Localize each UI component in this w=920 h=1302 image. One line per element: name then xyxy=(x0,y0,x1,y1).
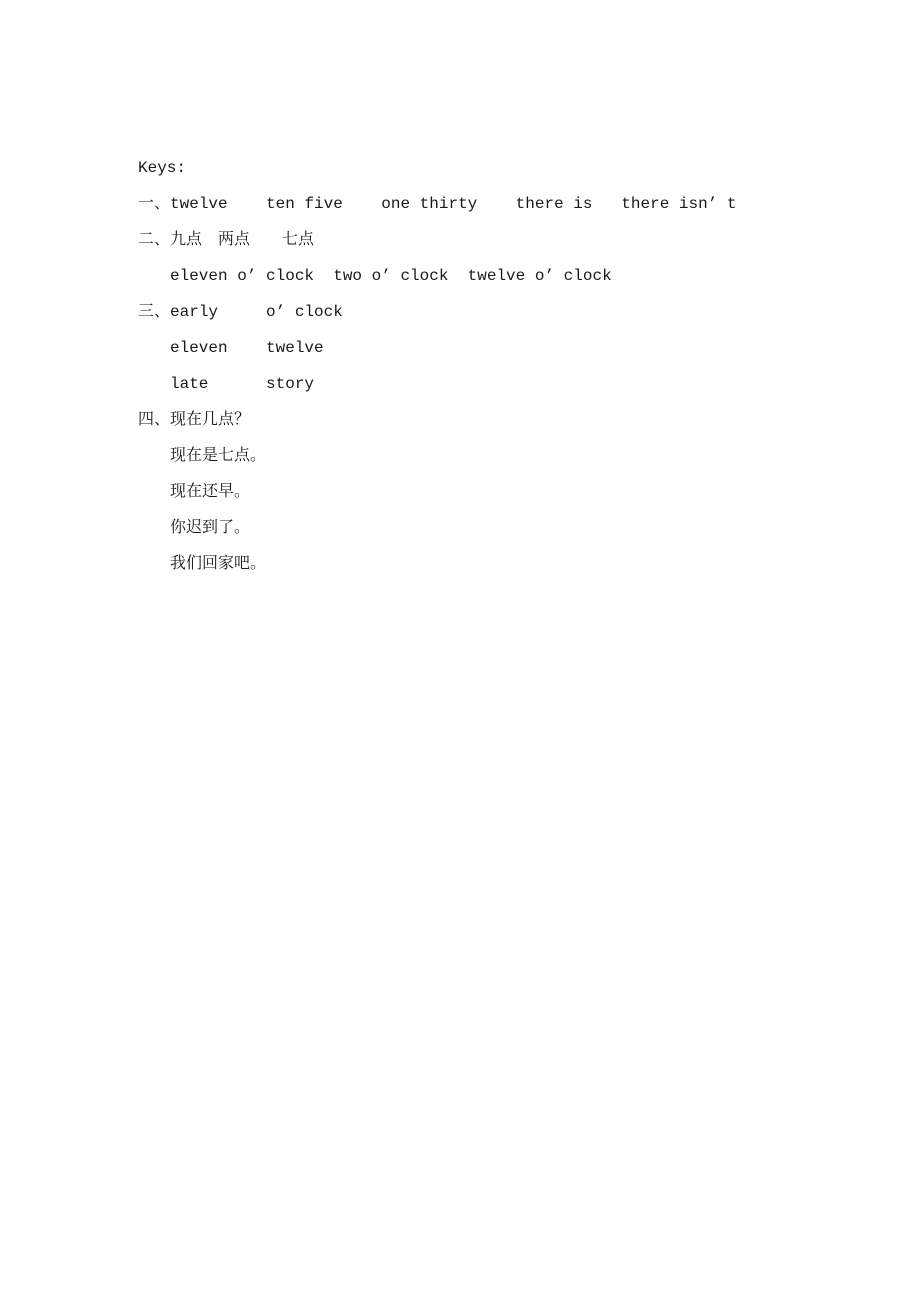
section-4-line xyxy=(138,402,737,438)
section-4-label: 四、 xyxy=(138,411,171,429)
keys-heading: Keys: xyxy=(138,159,187,177)
section-4-answers-line-2: 现在是七点。 xyxy=(170,447,267,465)
section-1-label: 一、 xyxy=(138,195,171,213)
answer-key xyxy=(138,150,737,582)
section-4-answers-line-3: 现在还早。 xyxy=(170,483,251,501)
section-2-answers: 九点 两点 七点 xyxy=(170,231,315,249)
section-2-answers-line-2: eleven o’ clock two o’ clock twelve o’ clock xyxy=(170,267,612,285)
section-4-answers: 现在几点？ xyxy=(170,411,251,429)
section-3-answers-line-2: eleven twelve xyxy=(170,339,324,357)
section-4-answers-line-4: 你迟到了。 xyxy=(170,519,251,537)
section-3-line xyxy=(138,294,737,330)
section-3-label: 三、 xyxy=(138,303,171,321)
section-4-answers-line-5: 我们回家吧。 xyxy=(170,555,267,573)
section-3-answers-line-3: late story xyxy=(170,375,315,393)
section-2-label: 二、 xyxy=(138,231,171,249)
section-1-line xyxy=(138,186,737,222)
section-1-answers: twelve ten five one thirty there is there isn’ t xyxy=(170,195,737,213)
section-2-line xyxy=(138,222,737,258)
section-3-answers: early o’ clock xyxy=(170,303,343,321)
